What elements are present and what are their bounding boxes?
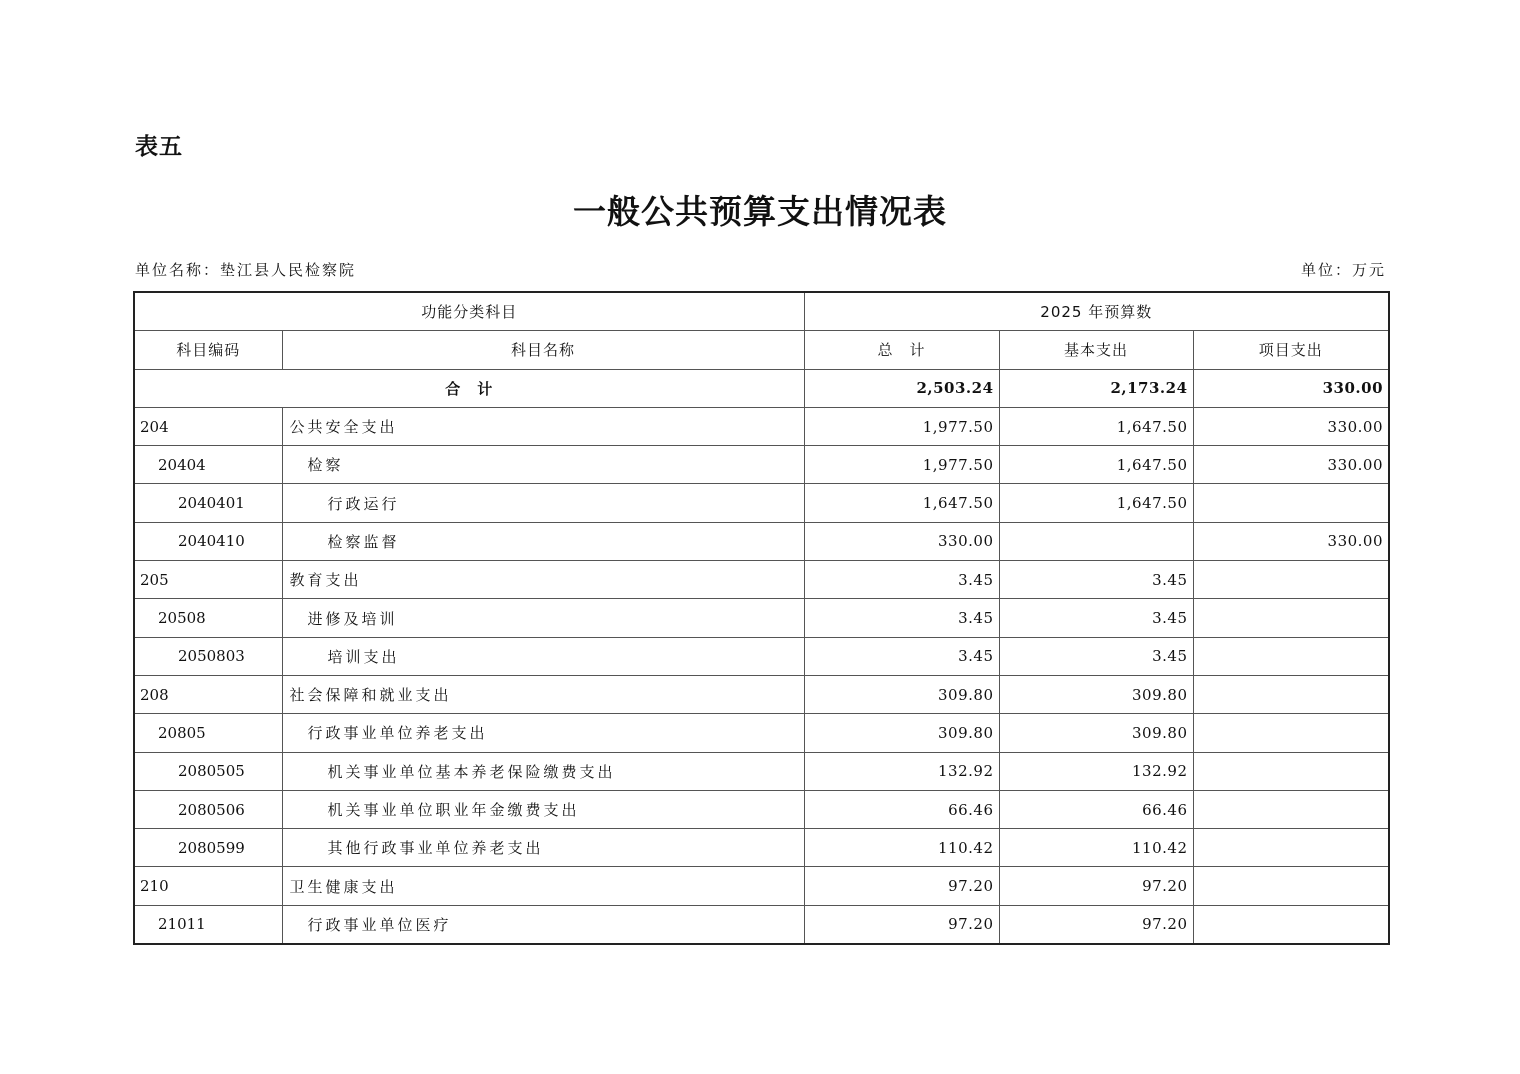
total-sum: 2,503.24: [804, 369, 999, 407]
column-header-row: [134, 331, 1389, 369]
row-basic: 132.92: [999, 752, 1193, 790]
subject-code: 208: [140, 685, 169, 704]
subject-code: 21011: [158, 915, 206, 934]
row-total: 309.80: [804, 714, 999, 752]
unit-label: 单位：万元: [1300, 261, 1386, 279]
row-project: 330.00: [1193, 522, 1389, 560]
row-basic: 1,647.50: [999, 484, 1193, 522]
row-project: 330.00: [1193, 446, 1389, 484]
subject-code: 2050803: [178, 647, 245, 666]
row-project: [1193, 599, 1389, 637]
subject-code-cell: [134, 675, 282, 713]
row-total: 330.00: [804, 522, 999, 560]
row-basic: 110.42: [999, 829, 1193, 867]
subject-code: 20805: [158, 723, 206, 742]
subject-code: 2080505: [178, 762, 245, 781]
row-total: 1,647.50: [804, 484, 999, 522]
subject-code: 2040401: [178, 494, 245, 513]
table-row: [134, 407, 1389, 445]
col-header-total: 总 计: [804, 331, 999, 369]
col-header-basic: 基本支出: [999, 331, 1193, 369]
document-title: 一般公共预算支出情况表: [573, 192, 947, 231]
subject-code: 205: [140, 570, 169, 589]
row-total: 1,977.50: [804, 407, 999, 445]
row-project: [1193, 675, 1389, 713]
row-basic: 3.45: [999, 561, 1193, 599]
row-basic: 1,647.50: [999, 446, 1193, 484]
row-total: 97.20: [804, 867, 999, 905]
group-header-row: [134, 292, 1389, 331]
subject-name-cell: [282, 905, 804, 944]
row-project: [1193, 829, 1389, 867]
subject-code-cell: [134, 829, 282, 867]
subject-name: 机关事业单位职业年金缴费支出: [327, 801, 580, 819]
row-project: [1193, 484, 1389, 522]
subject-name: 行政事业单位医疗: [307, 915, 452, 934]
subject-name-cell: [282, 522, 804, 560]
subject-code-cell: [134, 561, 282, 599]
subject-name-cell: [282, 752, 804, 790]
subject-name-cell: [282, 675, 804, 713]
subject-code: 20508: [158, 609, 206, 628]
subject-name-cell: [282, 446, 804, 484]
row-basic: 97.20: [999, 867, 1193, 905]
table-row: [134, 790, 1389, 828]
table-row: [134, 522, 1389, 560]
table-row: [134, 829, 1389, 867]
row-project: [1193, 561, 1389, 599]
subject-code-cell: [134, 484, 282, 522]
row-total: 309.80: [804, 675, 999, 713]
unit-name: 单位名称：垫江县人民检察院: [135, 261, 357, 279]
row-basic: 3.45: [999, 599, 1193, 637]
row-total: 3.45: [804, 561, 999, 599]
row-project: [1193, 752, 1389, 790]
subject-name: 行政运行: [327, 494, 400, 513]
total-basic: 2,173.24: [999, 369, 1193, 407]
row-total: 66.46: [804, 790, 999, 828]
total-row: [134, 369, 1389, 407]
subject-name-cell: [282, 484, 804, 522]
col-header-project: 项目支出: [1193, 331, 1389, 369]
row-project: [1193, 714, 1389, 752]
row-total: 3.45: [804, 637, 999, 675]
budget-table: [133, 291, 1390, 945]
table-row: [134, 446, 1389, 484]
subject-name: 其他行政事业单位养老支出: [327, 839, 544, 858]
subject-name-cell: [282, 407, 804, 445]
subject-code-cell: [134, 790, 282, 828]
subject-code-cell: [134, 905, 282, 944]
document-label: 表五: [135, 134, 183, 160]
subject-code-cell: [134, 599, 282, 637]
row-project: [1193, 637, 1389, 675]
subject-code-cell: [134, 637, 282, 675]
subject-name: 进修及培训: [307, 609, 398, 628]
row-project: [1193, 905, 1389, 944]
subject-name: 检察监督: [327, 532, 400, 551]
row-basic: 97.20: [999, 905, 1193, 944]
table-row: [134, 484, 1389, 522]
subject-name: 社会保障和就业支出: [289, 686, 452, 705]
total-label: 合 计: [134, 369, 804, 407]
row-basic: 309.80: [999, 714, 1193, 752]
subject-name-cell: [282, 561, 804, 599]
table-row: [134, 867, 1389, 905]
subject-name-cell: [282, 637, 804, 675]
subject-name-cell: [282, 829, 804, 867]
subject-code-cell: [134, 752, 282, 790]
col-header-code: 科目编码: [134, 331, 282, 369]
subject-name: 行政事业单位养老支出: [307, 724, 488, 743]
subject-name-cell: [282, 790, 804, 828]
table-row: [134, 905, 1389, 944]
subject-code: 20404: [158, 455, 206, 474]
table-row: [134, 637, 1389, 675]
subject-name: 教育支出: [289, 571, 362, 590]
row-project: 330.00: [1193, 407, 1389, 445]
row-basic: 66.46: [999, 790, 1193, 828]
subject-name-cell: [282, 867, 804, 905]
subject-code: 204: [140, 417, 169, 436]
table-row: [134, 714, 1389, 752]
subject-code-cell: [134, 522, 282, 560]
subject-name-cell: [282, 599, 804, 637]
subject-code: 210: [140, 877, 169, 896]
row-total: 110.42: [804, 829, 999, 867]
row-project: [1193, 790, 1389, 828]
subject-name: 公共安全支出: [289, 418, 398, 437]
group-header-function: 功能分类科目: [134, 292, 804, 331]
row-total: 97.20: [804, 905, 999, 944]
subject-name-cell: [282, 714, 804, 752]
subject-name: 检察: [307, 456, 344, 475]
row-basic: 309.80: [999, 675, 1193, 713]
subject-code: 2040410: [178, 532, 245, 551]
subject-name: 卫生健康支出: [289, 877, 398, 896]
row-total: 1,977.50: [804, 446, 999, 484]
col-header-name: 科目名称: [282, 331, 804, 369]
subject-code-cell: [134, 407, 282, 445]
row-basic: 3.45: [999, 637, 1193, 675]
table-row: [134, 599, 1389, 637]
row-basic: 1,647.50: [999, 407, 1193, 445]
subject-code: 2080599: [178, 838, 245, 857]
subject-code-cell: [134, 714, 282, 752]
subject-name: 培训支出: [327, 647, 400, 666]
subject-code: 2080506: [178, 800, 245, 819]
table-row: [134, 752, 1389, 790]
subject-code-cell: [134, 446, 282, 484]
table-row: [134, 675, 1389, 713]
group-header-budget: 2025 年预算数: [804, 292, 1389, 331]
total-project: 330.00: [1193, 369, 1389, 407]
table-row: [134, 561, 1389, 599]
subject-name: 机关事业单位基本养老保险缴费支出: [327, 762, 616, 781]
subject-code-cell: [134, 867, 282, 905]
row-total: 3.45: [804, 599, 999, 637]
row-total: 132.92: [804, 752, 999, 790]
row-basic: [999, 522, 1193, 560]
row-project: [1193, 867, 1389, 905]
